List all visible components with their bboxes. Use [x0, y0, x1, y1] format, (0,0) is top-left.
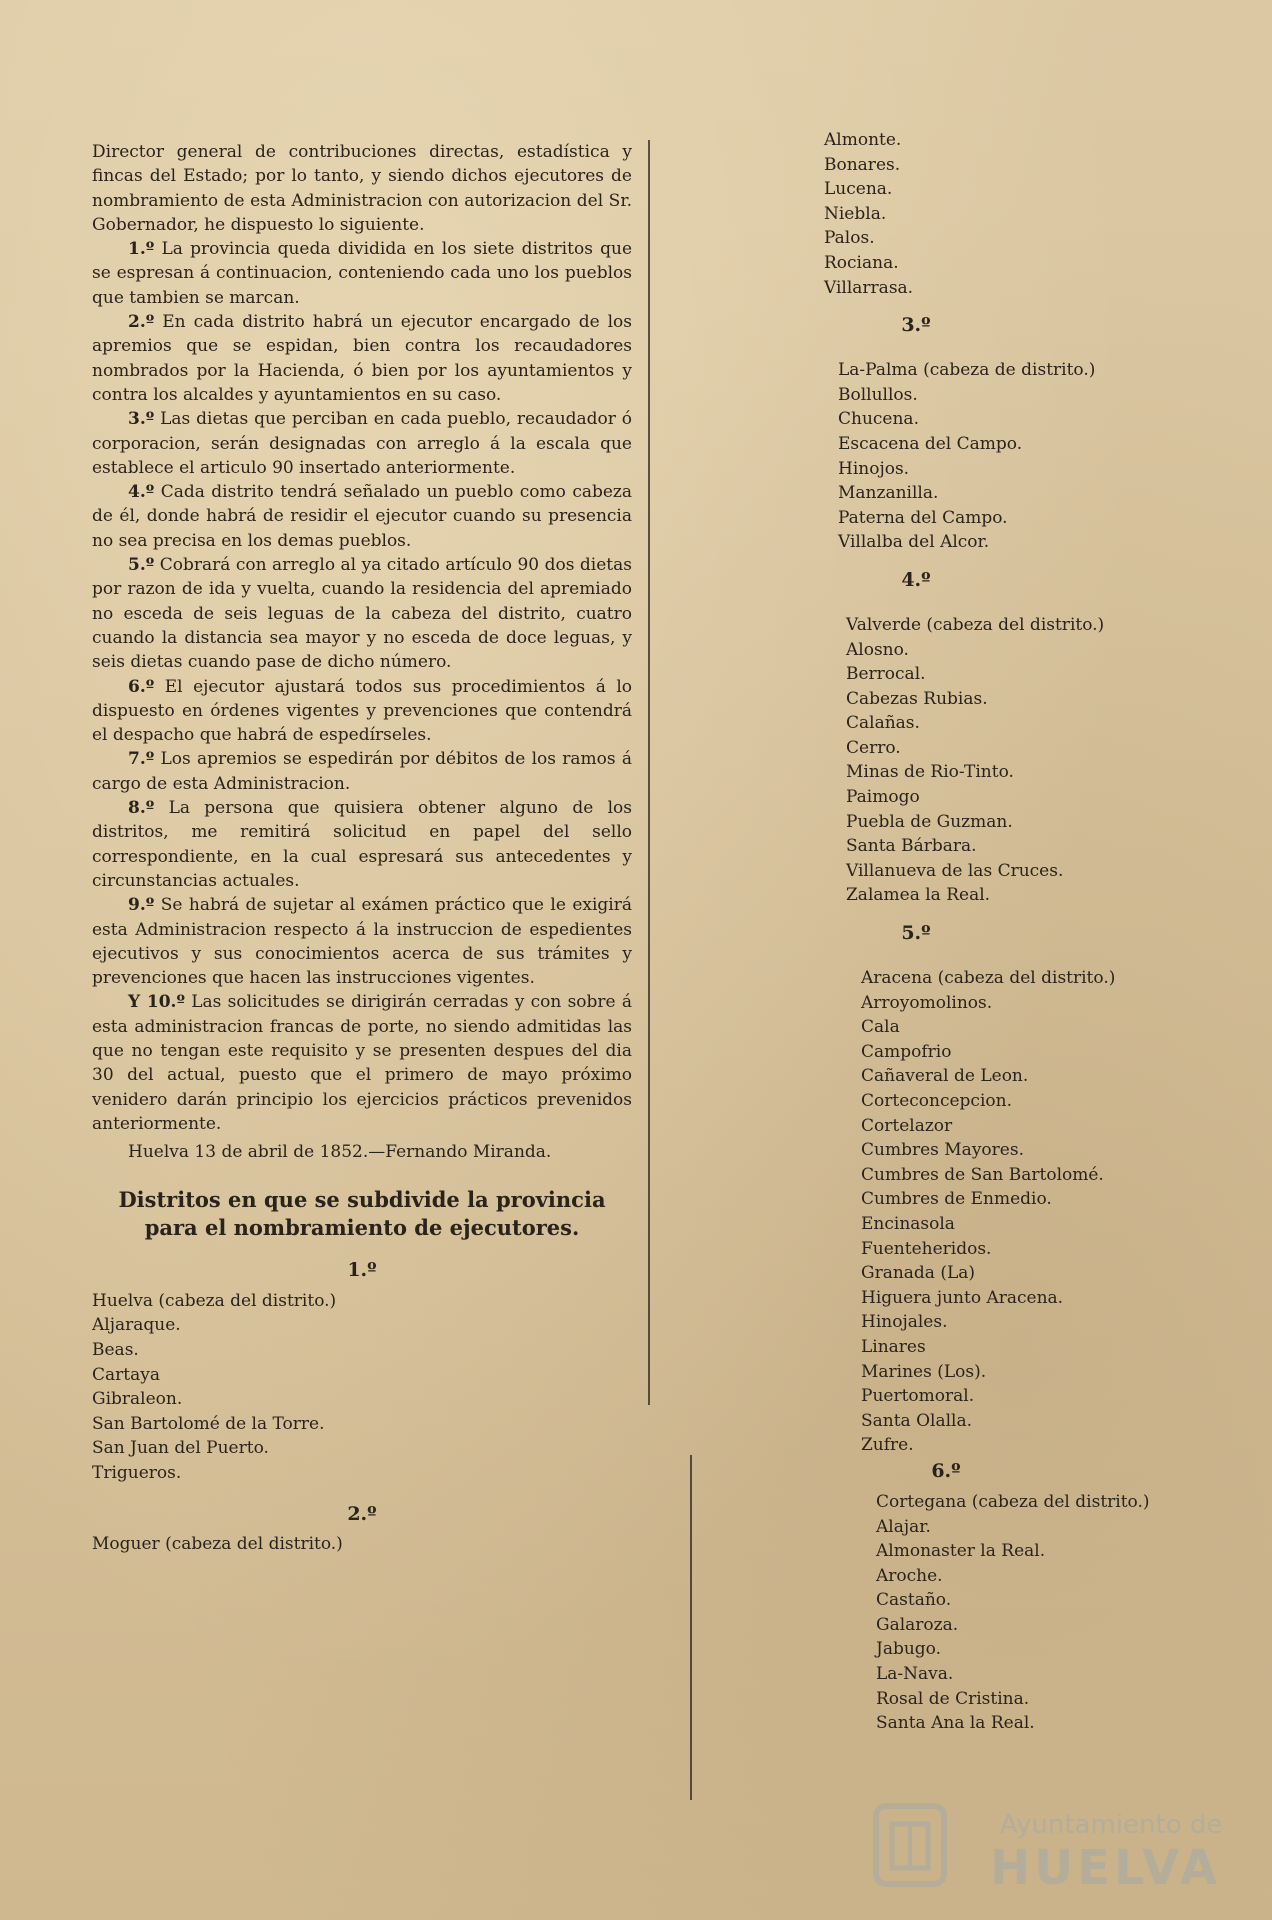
- article-number: Y 10.º: [128, 992, 185, 1013]
- list-item: San Juan del Puerto.: [92, 1438, 269, 1459]
- list-item: Calañas.: [846, 713, 920, 734]
- left-column: [92, 140, 632, 1556]
- list-item: Lucena.: [824, 179, 893, 200]
- list-item: Arroyomolinos.: [861, 992, 993, 1013]
- article-2: [92, 310, 632, 407]
- city-seal-icon: [870, 1800, 950, 1890]
- list-item: Escacena del Campo.: [838, 433, 1023, 454]
- list-item: Cabezas Rubias.: [846, 688, 988, 709]
- article-text: Los apremios se espedirán por débitos de los ramos á cargo de esta Administracion.: [92, 749, 632, 794]
- district-number-1: 1.º: [347, 1259, 377, 1282]
- list-item: Aroche.: [876, 1565, 943, 1586]
- list-item: Hinojales.: [861, 1312, 948, 1333]
- section-title: Distritos en que se subdivide la provincia para el nombramiento de ejecutores.: [118, 1187, 606, 1241]
- list-item: Santa Olalla.: [861, 1410, 973, 1431]
- article-text: Las dietas que perciban en cada pueblo, recaudador ó corporacion, serán designadas con arreglo á la escala que establece el articulo 90 insertado anteriormente.: [92, 409, 633, 478]
- list-item: Zufre.: [861, 1435, 914, 1456]
- article-number: 9.º: [128, 895, 155, 916]
- watermark-subtitle: Ayuntamiento de: [1000, 1810, 1223, 1840]
- list-item: Rociana.: [824, 252, 899, 273]
- list-item: Puebla de Guzman.: [846, 811, 1013, 832]
- right-column: [826, 128, 1206, 1736]
- list-item: Moguer (cabeza del distrito.): [92, 1533, 343, 1554]
- district-5-towns: [861, 966, 1206, 1458]
- list-item: Jabugo.: [876, 1639, 942, 1660]
- list-item: Cortelazor: [861, 1115, 953, 1136]
- article-10: [92, 990, 632, 1136]
- district-3-towns: [838, 358, 1206, 555]
- list-item: Villanueva de las Cruces.: [846, 860, 1064, 881]
- list-item: Minas de Rio-Tinto.: [846, 762, 1014, 783]
- article-4: [92, 480, 632, 553]
- article-number: 7.º: [128, 749, 155, 770]
- article-text: El ejecutor ajustará todos sus procedimientos á lo dispuesto en órdenes vigentes y prevenciones que contendrá el despacho que habrá de espedírseles.: [92, 676, 633, 746]
- article-number: 3.º: [128, 409, 155, 430]
- district-number-6: 6.º: [931, 1459, 961, 1482]
- list-item: La-Palma (cabeza de distrito.): [838, 360, 1096, 381]
- article-3: [92, 407, 632, 480]
- list-item: Alajar.: [876, 1516, 931, 1537]
- list-item: San Bartolomé de la Torre.: [92, 1413, 325, 1434]
- list-item: Corteconcepcion.: [861, 1091, 1012, 1111]
- article-8: [92, 796, 632, 893]
- list-item: Chucena.: [838, 409, 919, 430]
- list-item: Rosal de Cristina.: [876, 1688, 1030, 1709]
- district-1-towns: [92, 1289, 632, 1486]
- column-divider: [690, 1455, 692, 1800]
- list-item: Niebla.: [824, 203, 887, 224]
- article-text: Se habrá de sujetar al exámen práctico que le exigirá esta Administracion respecto á la instruccion de espedientes ejecutivos y sus conocimientos acerca de sus trámites y prevenciones que hacen las instrucciones vigentes.: [92, 895, 633, 989]
- list-item: Manzanilla.: [838, 483, 939, 504]
- list-item: Cartaya: [92, 1364, 160, 1385]
- article-number: 8.º: [128, 798, 155, 819]
- list-item: Paimogo: [846, 787, 920, 808]
- list-item: Berrocal.: [846, 664, 926, 685]
- district-4-towns: [846, 613, 1206, 908]
- list-item: Higuera junto Aracena.: [861, 1287, 1064, 1308]
- article-text: En cada distrito habrá un ejecutor encargado de los apremios que se espidan, bien contra los recaudadores nombrados por la Hacienda, ó bien por los ayuntamientos y contra los alcaldes y ayuntamientos en su caso.: [92, 312, 633, 405]
- list-item: Cumbres de Enmedio.: [861, 1189, 1052, 1210]
- intro-paragraph: Director general de contribuciones directas, estadística y fincas del Estado; por lo tanto, y siendo dichos ejecutores de nombramiento de esta Administracion con autorizacion del Sr. Gobernador, he dispuesto lo siguiente.: [92, 142, 632, 235]
- article-text: La provincia queda dividida en los siete distritos que se espresan á continuacion, conteniendo cada uno los pueblos que tambien se marcan.: [92, 239, 633, 308]
- list-item: Granada (La): [861, 1263, 976, 1284]
- district-2-towns: [824, 128, 1206, 300]
- list-item: La-Nava.: [876, 1664, 954, 1685]
- column-divider: [648, 140, 650, 1405]
- article-7: [92, 747, 632, 796]
- list-item: Trigueros.: [92, 1462, 182, 1483]
- list-item: Almonaster la Real.: [876, 1541, 1046, 1562]
- article-number: 1.º: [128, 239, 155, 260]
- list-item: Aracena (cabeza del distrito.): [861, 968, 1116, 989]
- list-item: Villalba del Alcor.: [838, 532, 990, 553]
- list-item: Bonares.: [824, 154, 901, 175]
- district-number-5: 5.º: [901, 922, 931, 945]
- list-item: Campofrio: [861, 1041, 952, 1062]
- article-text: La persona que quisiera obtener alguno de los distritos, me remitirá solicitud en papel del sello correspondiente, en la cual espresará sus antecedentes y circunstancias actuales.: [92, 798, 632, 891]
- signature: Huelva 13 de abril de 1852.—Fernando Miranda.: [128, 1142, 552, 1163]
- list-item: Cortegana (cabeza del distrito.): [876, 1491, 1150, 1512]
- article-number: 5.º: [128, 555, 155, 576]
- article-text: Las solicitudes se dirigirán cerradas y con sobre á esta administracion francas de porte, no siendo admitidas las que no tengan este requisito y se presenten despues del dia 30 del actual, puesto que el primero de mayo próximo venidero darán principio los ejercicios prácticos prevenidos anteriormente.: [92, 992, 632, 1134]
- district-number-2: 2.º: [347, 1502, 377, 1525]
- watermark-title: HUELVA: [990, 1840, 1221, 1896]
- list-item: Aljaraque.: [92, 1315, 181, 1336]
- list-item: Castaño.: [876, 1590, 952, 1611]
- list-item: Galaroza.: [876, 1614, 959, 1635]
- list-item: Cerro.: [846, 737, 901, 758]
- article-number: 2.º: [128, 312, 155, 333]
- list-item: Fuenteheridos.: [861, 1238, 992, 1259]
- list-item: Cumbres Mayores.: [861, 1140, 1024, 1161]
- list-item: Alosno.: [846, 639, 909, 660]
- list-item: Cañaveral de Leon.: [861, 1066, 1029, 1087]
- article-5: [92, 553, 632, 674]
- list-item: Beas.: [92, 1339, 139, 1360]
- list-item: Linares: [861, 1336, 926, 1357]
- article-number: 6.º: [128, 676, 155, 697]
- district-2-head: [92, 1532, 632, 1557]
- list-item: Paterna del Campo.: [838, 507, 1008, 528]
- list-item: Santa Ana la Real.: [876, 1713, 1035, 1734]
- list-item: Huelva (cabeza del distrito.): [92, 1290, 337, 1311]
- list-item: Cala: [861, 1017, 900, 1038]
- district-number-4: 4.º: [901, 568, 931, 591]
- article-number: 4.º: [128, 482, 155, 503]
- watermark: [870, 1800, 1250, 1900]
- article-text: Cada distrito tendrá señalado un pueblo como cabeza de él, donde habrá de residir el ejecutor cuando su presencia no sea precisa en los demas pueblos.: [92, 482, 633, 551]
- list-item: Santa Bárbara.: [846, 836, 977, 857]
- article-1: [92, 237, 632, 310]
- list-item: Marines (Los).: [861, 1361, 987, 1382]
- article-9: [92, 893, 632, 990]
- list-item: Encinasola: [861, 1213, 955, 1234]
- list-item: Almonte.: [824, 130, 902, 150]
- article-text: Cobrará con arreglo al ya citado artículo 90 dos dietas por razon de ida y vuelta, cuando la residencia del apremiado no esceda de seis leguas de la cabeza del distrito, cuatro cuando la distancia sea mayor y no esceda de doce leguas, y seis dietas cuando pase de dicho número.: [92, 555, 632, 673]
- list-item: Palos.: [824, 228, 875, 249]
- list-item: Villarrasa.: [824, 277, 914, 298]
- list-item: Puertomoral.: [861, 1386, 975, 1407]
- list-item: Gibraleon.: [92, 1389, 183, 1410]
- district-6-towns: [876, 1490, 1206, 1736]
- list-item: Hinojos.: [838, 458, 910, 479]
- list-item: Zalamea la Real.: [846, 885, 991, 906]
- list-item: Bollullos.: [838, 384, 918, 405]
- list-item: Valverde (cabeza del distrito.): [846, 614, 1105, 635]
- article-6: [92, 675, 632, 748]
- list-item: Cumbres de San Bartolomé.: [861, 1164, 1104, 1185]
- district-number-3: 3.º: [901, 314, 931, 337]
